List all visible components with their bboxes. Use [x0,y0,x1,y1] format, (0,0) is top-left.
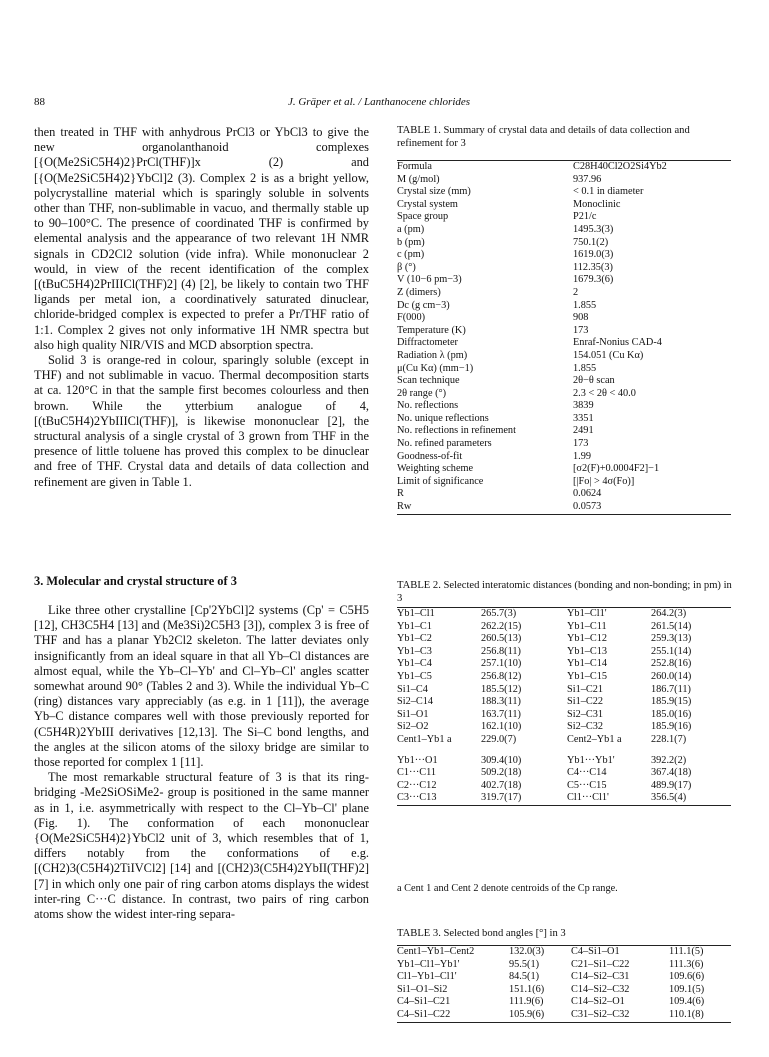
table-cell: 1.855 [573,362,597,374]
table-cell: 185.5(12) [481,683,522,695]
table-cell: Crystal size (mm) [397,186,471,198]
table-cell: 1679.3(6) [573,274,614,286]
table-cell: P21/c [573,211,597,223]
table-cell: Yb1–C12 [567,633,608,645]
table-row [397,476,731,489]
table-cell: 309.4(10) [481,754,522,766]
table-cell: 3351 [573,412,594,424]
table-cell: 260.0(14) [651,670,692,682]
table-row [397,211,731,224]
table-cell: 2 [573,286,579,298]
table-cell: Yb1–C2 [397,633,432,645]
table-row [397,734,731,747]
table1-crystal-data [397,160,731,515]
table-cell: C4···C14 [567,767,607,779]
table-cell: 2θ−θ scan [573,375,615,387]
table-row [397,425,731,438]
table-cell: Cent1–Yb1–Cent2 [397,946,475,957]
table-cell: 151.1(6) [509,983,545,995]
table-cell: Cl1···Cl1' [567,792,609,804]
table-cell: C31–Si2–C32 [571,1008,630,1020]
table-cell: Temperature (K) [397,324,466,336]
body-text-column-1 [34,125,369,490]
table-row [397,747,731,768]
paragraph: then treated in THF with anhydrous PrCl3 or YbCl3 to give the new organolanthanoid complexes [{O(Me2SiC5H4)2}PrCl(THF)]x (2) and [{O(Me2SiC5H4)2}YbCl]2 (3). Complex 2 is as a bright yellow, polycrystalline material which is sparingly soluble in solvents other than THF, non-sublimable in vacuo, and thermally stable up to 90–100°C. The presence of coordinated THF is confirmed by elemental analysis and the appearance of two relevant 1H NMR signals in CD2Cl2 solution (vide infra). While mononuclear 2 would, in view of the recent identification of the complex [(tBuC5H4)2PrIIICl(THF)2] (4) [2], be likely to contain two THF ligands per metal ion, a coordinatively saturated dinuclear, chloride-bridged complex is expected to prefer a Pr/THF ratio of 1:1. Complex 2 gives not only informative 1H NMR spectra but also high quality NIR/VIS and MCD absorption spectra. [34,125,369,352]
table-cell: Si1–O1 [397,708,429,720]
table-cell: 264.2(3) [651,608,687,619]
table-cell: 402.7(18) [481,779,522,791]
table-row [397,671,731,684]
table-cell: Scan technique [397,375,460,387]
table-cell: Si2–C32 [567,721,604,733]
table-cell: F(000) [397,312,426,324]
table-cell: No. reflections [397,400,459,412]
table-cell: Crystal system [397,198,458,210]
table-row [397,959,731,972]
table-cell: C14–Si2–O1 [571,996,625,1008]
table-cell: 2491 [573,425,594,437]
table-cell: 173 [573,324,589,336]
table-cell: C28H40Cl2O2Si4Yb2 [573,161,667,172]
table-cell: Si1–C4 [397,683,428,695]
table-cell: No. unique reflections [397,412,489,424]
table-row [397,249,731,262]
table-cell: 162.1(10) [481,721,522,733]
table-cell: 252.8(16) [651,658,692,670]
table-cell: 112.35(3) [573,261,613,273]
table-cell: C4–Si1–O1 [571,946,620,957]
table-cell: 265.7(3) [481,608,517,619]
table-cell: 319.7(17) [481,792,522,804]
table-row [397,488,731,501]
running-title: J. Gräper et al. / Lanthanocene chlorides [287,96,471,108]
table-row [397,633,731,646]
table-cell: Si1–O1–Si2 [397,983,448,995]
table-row [397,696,731,709]
table-row [397,325,731,338]
table-cell: 1495.3(3) [573,223,614,235]
table-cell: V (10−6 pm−3) [397,274,462,286]
table-row [397,186,731,199]
paragraph: The most remarkable structural feature of 3 is that its ring-bridging -Me2SiOSiMe2- group is positioned in the same manner as in 1, i.e. asymmetrically with respect to the Cl–Yb–Cl' plane (Fig. 1). The conformation of each mononuclear {O(Me2SiC5H4)2}YbCl2 unit of 3, which resembles that of 1, differs notably from the conformations of e.g. [(CH2)3(C5H4)2TiIVCl2] [14] and [(CH2)3(C5H4)2YbII(THF)2] [7] in which only one pair of ring carbon atoms displays the widest inter-ring C···C distance. In contrast, two pairs of ring carbon atoms show the widest inter-ring separa- [34,770,369,922]
table-cell: a (pm) [397,223,425,235]
table-cell: M (g/mol) [397,173,440,185]
table-cell: 111.9(6) [509,996,544,1008]
table-cell: Yb1–Cl1 [397,608,435,619]
table-row [397,971,731,984]
table-cell: 105.9(6) [509,1008,545,1020]
table-row [397,946,731,959]
table-cell: 3839 [573,400,594,412]
table-cell: C4–Si1–C21 [397,996,451,1008]
table-cell: 2.3 < 2θ < 40.0 [573,387,636,399]
table-row [397,646,731,659]
table-cell: C14–Si2–C32 [571,983,630,995]
table-row [397,161,731,174]
table-row [397,621,731,634]
table-cell: 185.9(16) [651,721,692,733]
table3-bond-angles [397,945,731,1023]
table-cell: 173 [573,438,589,450]
table-row [397,224,731,237]
table-cell: μ(Cu Kα) (mm−1) [397,362,474,374]
table-cell: 188.3(11) [481,696,521,708]
table-cell: 2θ range (°) [397,387,447,399]
table-cell: 186.7(11) [651,683,691,695]
table-cell: 110.1(8) [669,1008,704,1020]
table-cell: R [397,488,404,500]
table-cell: Weighting scheme [397,463,474,475]
table-row [397,721,731,734]
table-cell: 95.5(1) [509,958,540,970]
table-cell: Yb1–C11 [567,620,607,632]
table-cell: 185.9(15) [651,696,692,708]
table-cell: Si1–C22 [567,696,604,708]
table-cell: 109.4(6) [669,996,705,1008]
table-cell: Si2–C14 [397,696,434,708]
table-cell: C21–Si1–C22 [571,958,630,970]
table-cell: C2···C12 [397,779,437,791]
table-cell: 256.8(11) [481,645,521,657]
table-cell: β (°) [397,261,416,273]
table-row [397,709,731,722]
table-cell: Si2–C31 [567,708,604,720]
table-cell: 261.5(14) [651,620,692,632]
table-row [397,388,731,401]
table-cell: 111.1(5) [669,946,704,957]
table-row [397,780,731,793]
table1-caption: TABLE 1. Summary of crystal data and details of data collection and refinement for 3 [397,125,690,149]
table-row [397,767,731,780]
table-cell: 132.0(3) [509,946,545,957]
table-cell: Yb1···O1 [397,754,438,766]
table-cell: 750.1(2) [573,236,609,248]
table-cell: 908 [573,312,589,324]
body-text-column-2 [34,603,369,922]
table-cell: 228.1(7) [651,733,687,745]
table-cell: Yb1–C1 [397,620,432,632]
table-cell: 256.8(12) [481,670,522,682]
table-cell: 1619.0(3) [573,249,614,261]
table-cell: 262.2(15) [481,620,522,632]
table-cell: Space group [397,211,449,223]
table-cell: 1.855 [573,299,597,311]
table-cell: 1.99 [573,450,592,462]
section-heading: 3. Molecular and crystal structure of 3 [34,574,237,588]
table-cell: 937.96 [573,173,602,185]
table-cell: Formula [397,161,432,172]
table-cell: Rw [397,501,412,513]
table2-footnote: a Cent 1 and Cent 2 denote centroids of the Cp range. [397,883,618,894]
table-cell: 392.2(2) [651,754,687,766]
table3-caption: TABLE 3. Selected bond angles [°] in 3 [397,928,566,939]
table-cell: Yb1–C13 [567,645,608,657]
table-row [397,274,731,287]
table-cell: C5···C15 [567,779,607,791]
table-row [397,792,731,805]
table-cell: Yb1–Cl1–Yb1' [397,958,460,970]
table-row [397,363,731,376]
table-row [397,337,731,350]
table-cell: 255.1(14) [651,645,692,657]
table-cell: C4–Si1–C22 [397,1008,451,1020]
table-cell: C1···C11 [397,767,437,779]
table-cell: Si1–C21 [567,683,604,695]
table-row [397,199,731,212]
table-cell: 163.7(11) [481,708,521,720]
table-row [397,608,731,621]
table-row [397,1009,731,1022]
paragraph: Solid 3 is orange-red in colour, sparingly soluble (except in THF) and not sublimable in vacuo. Thermal decomposition starts at ca. 120°C in that the sample first becomes colourless and then brown. While the ytterbium analogue of 4, [(tBuC5H4)2YbIIICl(THF)], is likewise mononuclear [2], the structural analysis of a single crystal of 3 grown from THF in the presence of little toluene has proved this complex to be dinuclear and free of THF. Crystal data and details of data collection and refinement are given in Table 1. [34,353,369,489]
table-row [397,501,731,514]
table-row [397,312,731,325]
table-cell: 489.9(17) [651,779,692,791]
table-row [397,451,731,464]
table-cell: 509.2(18) [481,767,522,779]
table-row [397,400,731,413]
table-cell: Diffractometer [397,337,458,349]
table-cell: [|Fo| > 4σ(Fo)] [573,475,635,487]
table-cell: C3···C13 [397,792,437,804]
table-cell: Yb1–C14 [567,658,608,670]
page-number: 88 [34,96,45,108]
table-row [397,658,731,671]
table-cell: 259.3(13) [651,633,692,645]
table-cell: C14–Si2–C31 [571,971,630,983]
table-cell: [σ2(F)+0.0004F2]−1 [573,463,660,475]
table-cell: Dc (g cm−3) [397,299,450,311]
table-cell: 109.6(6) [669,971,705,983]
table-cell: Yb1–C4 [397,658,432,670]
table-cell: Cent1–Yb1 a [397,733,452,745]
table-cell: 111.3(6) [669,958,704,970]
table-cell: 0.0573 [573,501,602,513]
table-cell: 185.0(16) [651,708,692,720]
table-cell: Yb1–Cl1' [567,608,607,619]
table-cell: Radiation λ (pm) [397,349,468,361]
table-cell: 84.5(1) [509,971,540,983]
table-cell: 356.5(4) [651,792,687,804]
table-row [397,684,731,697]
table-row [397,984,731,997]
table-row [397,438,731,451]
table-cell: 257.1(10) [481,658,522,670]
table-cell: No. refined parameters [397,438,492,450]
table-row [397,463,731,476]
table-row [397,300,731,313]
table-cell: Yb1–C15 [567,670,608,682]
table-cell: 260.5(13) [481,633,522,645]
table-row [397,287,731,300]
table-cell: Yb1···Yb1' [567,754,615,766]
table-cell: 0.0624 [573,488,602,500]
table-row [397,262,731,275]
table-cell: < 0.1 in diameter [573,186,644,198]
table-cell: Si2–O2 [397,721,429,733]
table-cell: b (pm) [397,236,425,248]
table2-caption: TABLE 2. Selected interatomic distances (bonding and non-bonding; in pm) in 3 [397,580,732,604]
paragraph: Like three other crystalline [Cp'2YbCl]2 systems (Cp' = C5H5 [12], CH3C5H4 [13] and (Me3Si)2C5H3 [3]), complex 3 is free of THF and has a planar Yb2Cl2 skeleton. The latter deviates only insignificantly from an ideal square in that all Yb–Cl distances are almost equal, while the Yb–Cl–Yb' and Cl–Yb–Cl' angles scatter somewhat around 90° (Tables 2 and 3). While the individual Yb–C (ring) distances vary appreciably (as e.g. in 1 [11]), the average Yb–C distance compares well with those previously reported for (C5H4R)2YbIII derivatives [12,13]. The Si–C bond lengths, and the angles at the silicon atoms of the siloxy bridge are similar to those reported for complex 1 [11]. [34,603,369,770]
table-cell: No. reflections in refinement [397,425,516,437]
table-cell: 154.051 (Cu Kα) [573,349,644,361]
table-cell: Cl1–Yb1–Cl1' [397,971,457,983]
table-cell: Yb1–C5 [397,670,432,682]
table-cell: Cent2–Yb1 a [567,733,622,745]
table-cell: 367.4(18) [651,767,692,779]
table-row [397,174,731,187]
table-row [397,350,731,363]
table-cell: c (pm) [397,249,425,261]
table2-distances [397,607,731,806]
table-row [397,413,731,426]
table-cell: Enraf-Nonius CAD-4 [573,337,662,349]
table-row [397,237,731,250]
table-cell: 109.1(5) [669,983,705,995]
table-cell: Monoclinic [573,198,621,210]
table-row [397,996,731,1009]
table-cell: Limit of significance [397,475,484,487]
table-cell: Yb1–C3 [397,645,432,657]
table-cell: Z (dimers) [397,286,441,298]
table-row [397,375,731,388]
table-cell: 229.0(7) [481,733,517,745]
table-cell: Goodness-of-fit [397,450,463,462]
